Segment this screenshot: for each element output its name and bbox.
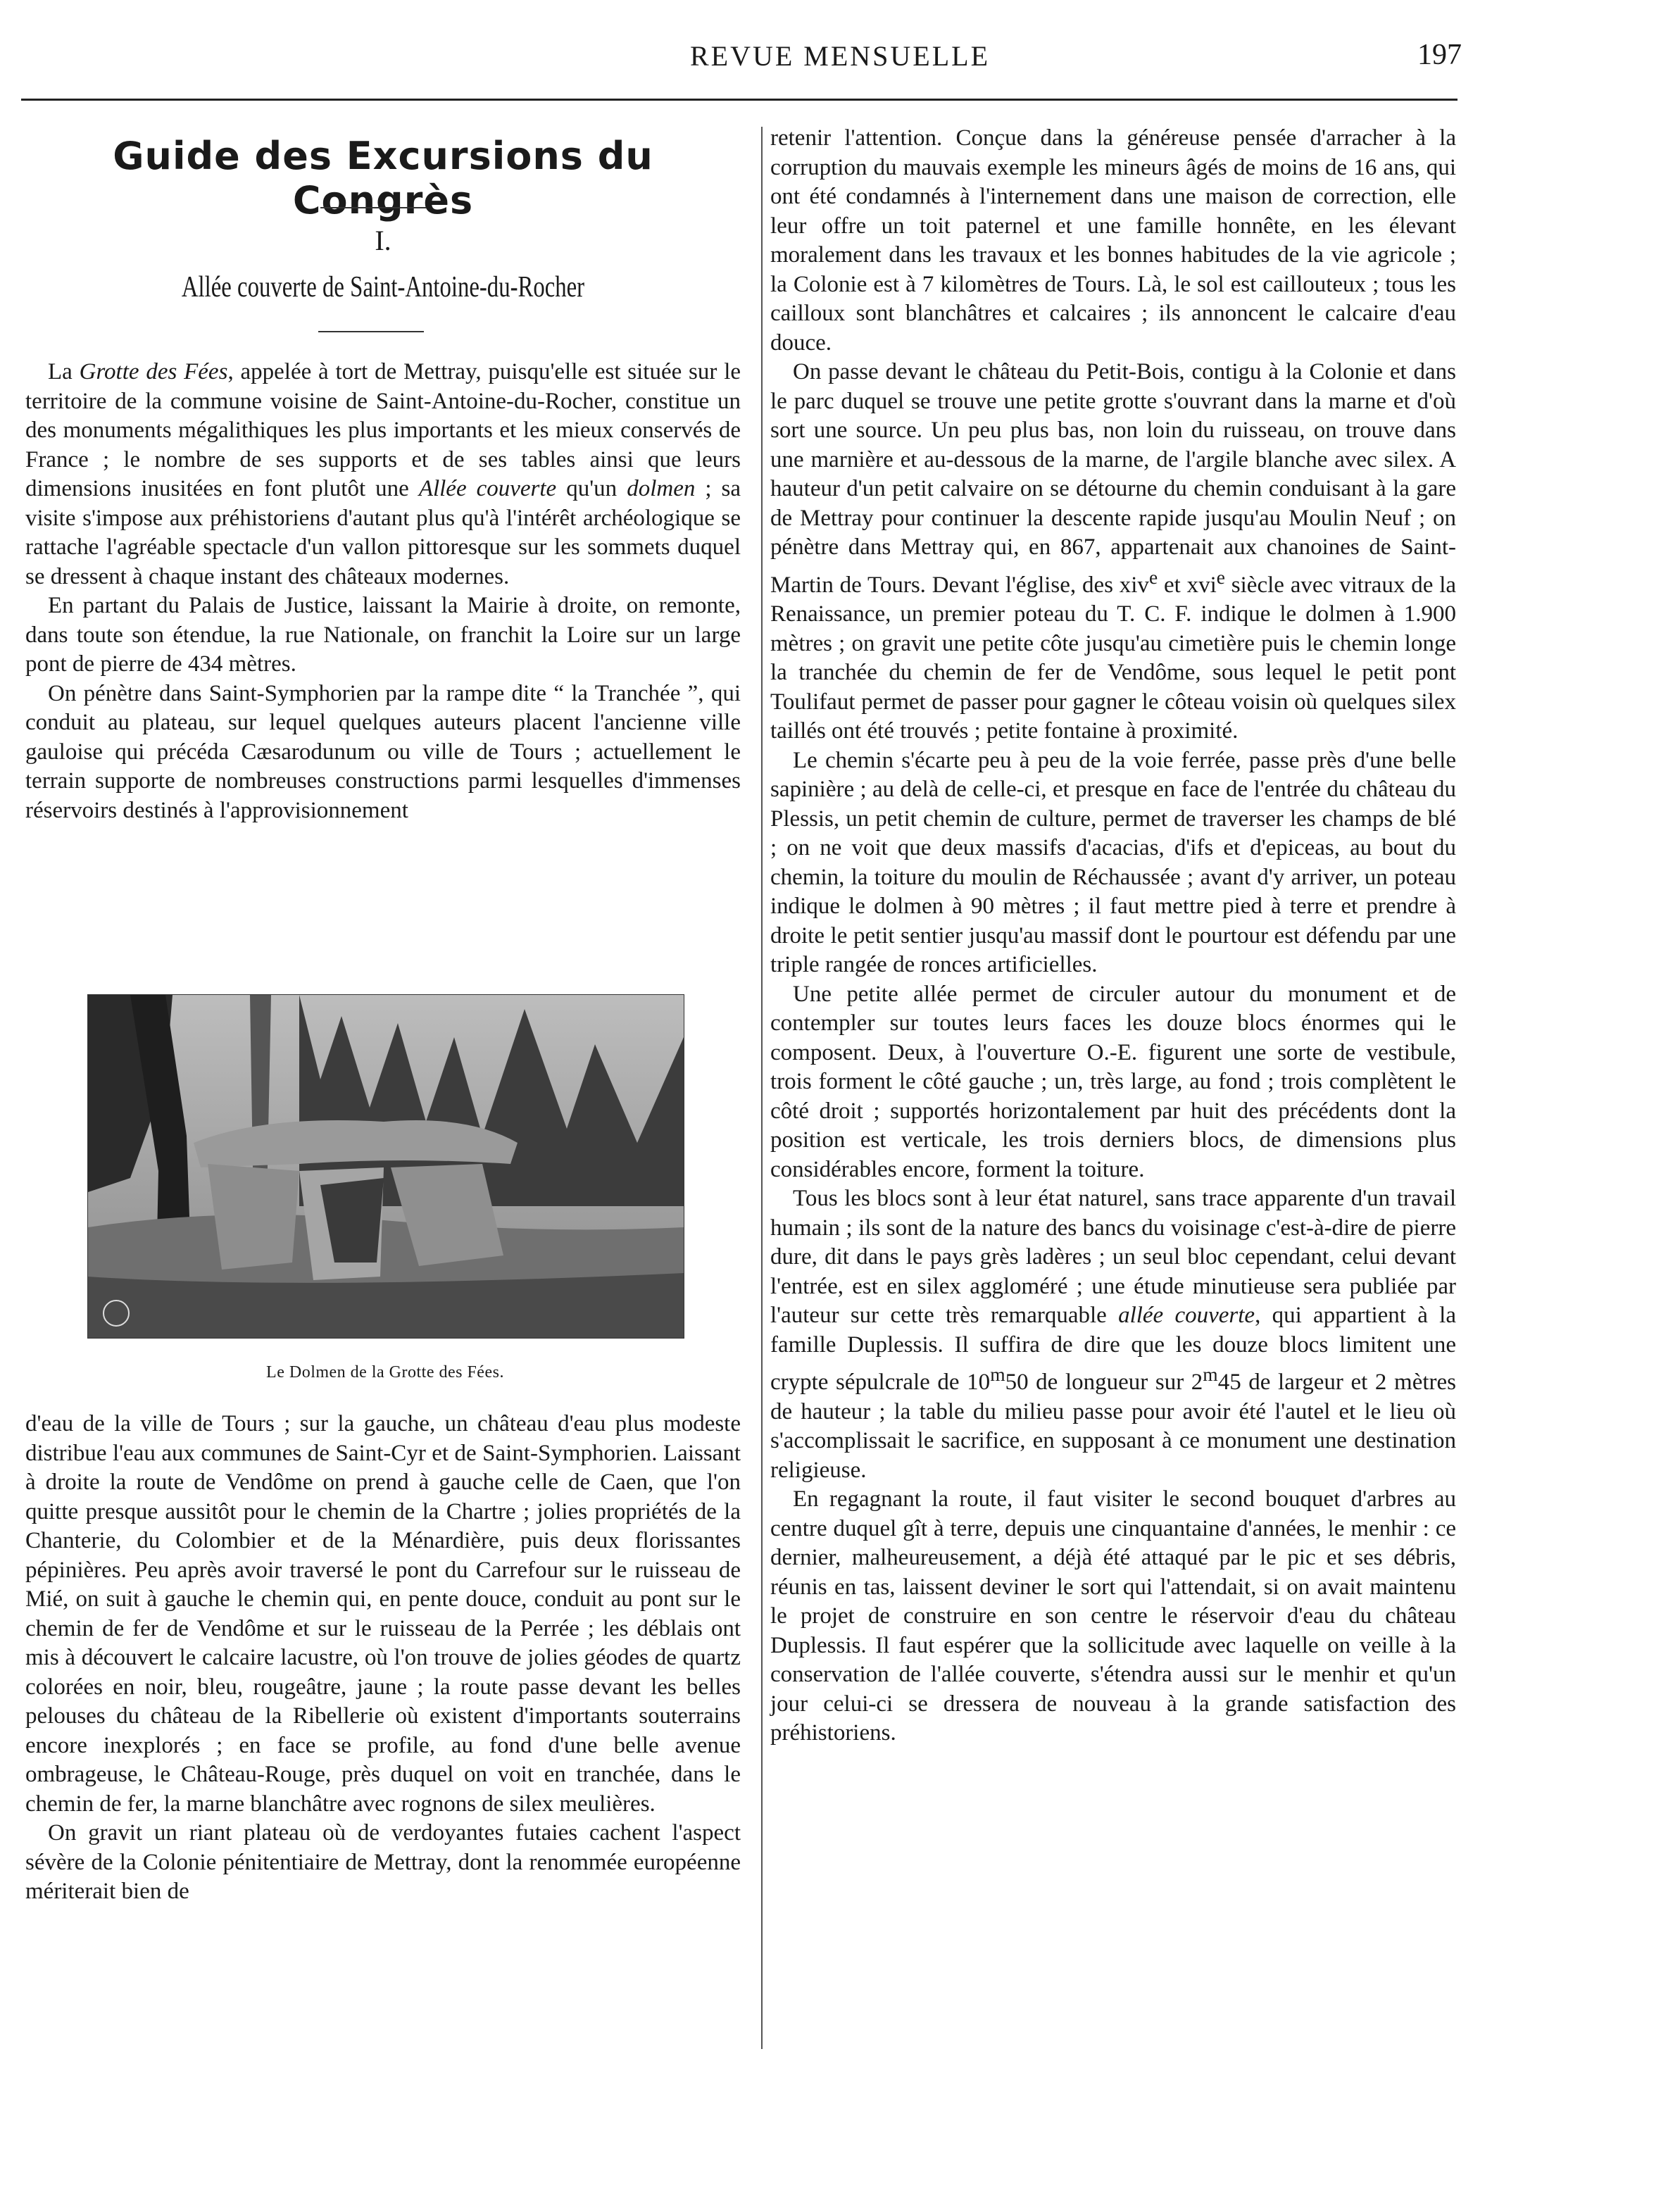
paragraph: Tous les blocs sont à leur état naturel, sans trace apparente d'un travail humain ; ils sont de la nature des bancs du voisinage c'est-à-dire de pierre dure, dit dans le pays grès ladères ; un seul bloc cependant, celui devant l'entrée, est en silex aggloméré ; une étude minutieuse sera publiée par l'auteur sur cette très remarquable allée couverte, qui appartient à la famille Duplessis. Il suffira de dire que les douze blocs limitent une crypte sépulcrale de 10$^m$50 de longueur sur 2$^m$45 de largeur et 2 mètres de hauteur ; la table du milieu passe pour avoir été l'autel et le lieu où s'accomplissait le sacrifice, en supposant à ce monument une destination religieuse. [770,1186,1456,1483]
paragraph: retenir l'attention. Conçue dans la généreuse pensée d'arracher à la corruption du mauvais exemple les mineurs âgés de moins de 16 ans, qui ont été condamnés à l'internement dans une maison de correction, elle leur offre un toit paternel et une famille honnête, en les élevant moralement dans les travaux et les bonnes habitudes de la vie agricole ; la Colonie est à 7 kilomètres de Tours. Là, le sol est caillouteux ; tous les cailloux sont blanchâtres et calcaires ; ils annoncent le calcaire d'eau douce. [770,125,1456,356]
title-divider [320,207,426,208]
running-header: REVUE MENSUELLE [689,40,991,72]
page-number: 197 [1417,39,1462,71]
right-column [770,124,1456,1748]
paragraph: En partant du Palais de Justice, laissant la Mairie à droite, on remonte, dans toute son étendue, la rue Nationale, on franchit la Loire sur un large pont de pierre de 434 mètres. [25,593,741,677]
paragraph: On passe devant le château du Petit-Bois, contigu à la Colonie et dans le parc duquel se trouve une petite grotte s'ouvrant dans la marne et d'où sort une source. Un peu plus bas, non loin du ruisseau, on trouve dans une marnière et au-dessous de la marne, de l'argile blanche avec silex. A hauteur d'un petit calvaire on se détourne du chemin conduisant à la gare de Mettray pour continuer la descente rapide jusqu'au Moulin Neuf ; on pénètre dans Mettray qui, en 867, appartenait aux chanoines de Saint-Martin de Tours. Devant l'église, des xiv$^e$ et xvi$^e$ siècle avec vitraux de la Renaissance, un premier poteau du T. C. F. indique le dolmen à 1.900 mètres ; on gravit une petite côte jusqu'au cimetière puis le chemin longe la tranchée du chemin de fer de Vendôme, sous lequel le petit pont Toulifaut permet de passer pour gagner le côteau voisin où quelques silex taillés ont été trouvés ; petite fontaine à proximité. [770,359,1457,744]
paragraph: En regagnant la route, il faut visiter le second bouquet d'arbres au centre duquel gît à terre, depuis une cinquantaine d'années, le menhir : ce dernier, malheureusement, a déjà été attaqué par le pic et ses débris, réunis en tas, laissent deviner le sort qui l'attendait, si on avait maintenu le projet de construire en son centre le réservoir d'eau du château Duplessis. Il faut espérer que la sollicitude avec laquelle on veille à la conservation de l'allée couverte, s'étendra aussi sur le menhir et qu'un jour celui-ci se dressera de nouveau à la grande satisfaction des préhistoriens. [770,1486,1456,1746]
paragraph: On gravit un riant plateau où de verdoyantes futaies cachent l'aspect sévère de la Colonie pénitentiaire de Mettray, dont la renommée européenne mériterait bien de [25,1820,741,1904]
figure-caption: Le Dolmen de la Grotte des Fées. [266,1363,504,1382]
paragraph: La Grotte des Fées, appelée à tort de Mettray, puisqu'elle est située sur le territoire de la commune voisine de Saint-Antoine-du-Rocher, constitue un des monuments mégalithiques les plus importants et les mieux conservés de France ; le nombre de ses supports et de ses tables ainsi que leurs dimensions inusitées en font plutôt une Allée couverte qu'un dolmen ; sa visite s'impose aux préhistoriens d'autant plus qu'à l'intérêt archéologique se rattache l'agréable spectacle d'un vallon pittoresque sur les sommets duquel se dressent à chaque instant des châteaux modernes. [25,359,741,589]
left-column-bottom [25,1410,741,1907]
section-number: I. [375,225,391,256]
section-subtitle: Allée couverte de Saint-Antoine-du-Rocher [181,271,585,303]
paragraph: Une petite allée permet de circuler autour du monument et de contempler sur toutes leurs faces les douze blocs énormes qui le composent. Deux, à l'ouverture O.-E. figurent une sorte de vestibule, trois forment le côté gauche ; un, très large, au fond ; trois complètent le côté droit ; supportés horizontalement par huit des précédents dont la position est verticale, les trois derniers blocs, de dimensions plus considérables encore, forment la toiture. [770,981,1456,1182]
left-column-top [25,358,741,825]
paragraph: d'eau de la ville de Tours ; sur la gauche, un château d'eau plus modeste distribue l'eau aux communes de Saint-Cyr et de Saint-Symphorien. Laissant à droite la route de Vendôme on prend à gauche celle de Caen, que l'on quitte presque aussitôt pour le chemin de la Chartre ; jolies propriétés de la Chanterie, du Colombier et de la Ménardière, puis deux florissantes pépinières. Peu après avoir traversé le pont du Carrefour sur le ruisseau de Mié, on suit à gauche le chemin qui, en pente douce, conduit au pont sur le chemin de fer de Vendôme et sur le ruisseau de la Perrée ; les déblais ont mis à découvert le calcaire lacustre, où l'on trouve de jolies géodes de quartz colorées en noir, bleu, rougeâtre, jaune ; la route passe devant les belles pelouses du château de la Ribellerie où existent d'importants souterrains encore inexplorés ; en face se profile, au fond d'une belle avenue ombrageuse, le Château-Rouge, près duquel on voit en tranchée, dans le chemin de fer, la marne blanchâtre avec rognons de silex meulières. [25,1411,741,1817]
subtitle-divider [318,331,424,332]
header-rule [21,99,1458,101]
dolmen-photograph [87,994,684,1339]
column-divider [761,127,763,2049]
article-title: Guide des Excursions du Congrès [113,134,653,223]
paragraph: On pénètre dans Saint-Symphorien par la rampe dite “ la Tranchée ”, qui conduit au plateau, sur lequel quelques auteurs placent l'ancienne ville gauloise qui précéda Cæsarodunum ou ville de Tours ; actuellement le terrain supporte de nombreuses constructions parmi lesquelles d'immenses réservoirs destinés à l'approvisionnement [25,680,741,823]
paragraph: Le chemin s'écarte peu à peu de la voie ferrée, passe près d'une belle sapinière ; au delà de celle-ci, et presque en face de l'entrée du château du Plessis, un petit chemin de culture, permet de traverser les champs de blé ; on ne voit que deux massifs d'acacias, d'ifs et d'epiceas, au bout du chemin, la toiture du moulin de Réchaussée ; avant d'y arriver, un poteau indique le dolmen à 90 mètres ; il faut mettre pied à terre et prendre à droite le petit sentier jusqu'au massif dont le pourtour est défendu par une triple rangée de ronces artificielles. [770,747,1456,977]
